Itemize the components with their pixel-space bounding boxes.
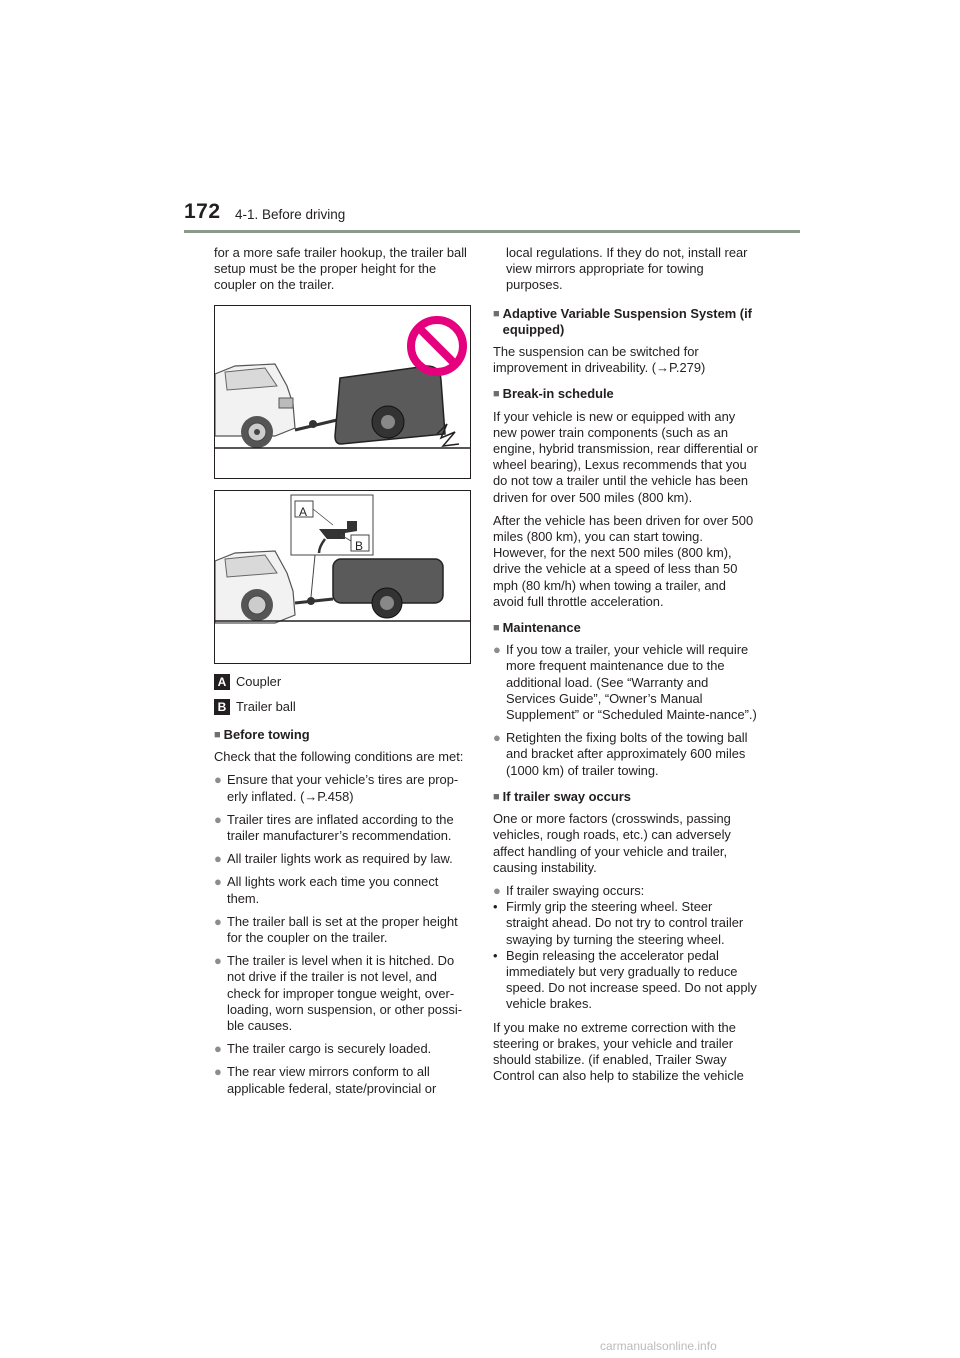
heading-text: Adaptive Variable Suspension System (if equipped): [502, 305, 752, 337]
list-item: [214, 953, 470, 1034]
figure-wrong-hookup: [214, 305, 471, 479]
before-towing-list: [214, 772, 470, 1096]
list-item: [493, 642, 758, 723]
before-towing-intro: Check that the following conditions are met:: [214, 749, 464, 765]
list-item-text: All trailer lights work as required by law.: [227, 851, 453, 867]
callout-label-b: B: [355, 538, 364, 553]
list-item-text: If you tow a trailer, your vehicle will require more frequent maintenance due to the additional load. (See “Warranty and Services Guide”, “Owner’s Manual Supplement” or “Scheduled Mainte-nance”.): [506, 642, 757, 723]
bullet-icon: ●: [214, 1064, 222, 1080]
legend-text-trailer-ball: Trailer ball: [236, 698, 296, 714]
continued-bullet: [493, 245, 758, 294]
sub-list-text: Begin releasing the accelerator pedal immediately but very gradually to reduce speed. Do not increase speed. Do not apply vehicle brakes.: [506, 947, 757, 1012]
bullet-icon: ●: [214, 851, 222, 867]
bullet-icon: ●: [493, 882, 501, 898]
heading-before-towing: [214, 727, 470, 743]
bullet-icon: ●: [214, 953, 222, 969]
bullet-icon: ●: [214, 913, 222, 929]
intro-paragraph: for a more safe trailer hookup, the trailer ball setup must be the proper height for the coupler on the trailer.: [214, 245, 467, 293]
footer-watermark: carmanualsonline.info: [600, 1339, 717, 1353]
sub-list-text: Firmly grip the steering wheel. Steer straight ahead. Do not try to control trailer swaying by turning the steering wheel.: [506, 899, 744, 947]
legend-text-coupler: Coupler: [236, 673, 282, 689]
list-item-text: The trailer is level when it is hitched. Do not drive if the trailer is not level, and check for improper tongue weight, over-loading, worn suspension, or other possi-ble causes.: [227, 953, 463, 1034]
list-item-text: Trailer tires are inflated according to the trailer manufacturer’s recommendation.: [227, 811, 454, 844]
list-item-text: Ensure that your vehicle’s tires are prop-erly inflated. (→P.458): [227, 772, 459, 804]
list-item: [214, 812, 470, 844]
heading-text: If trailer sway occurs: [502, 788, 631, 804]
sub-list-item: • Firmly grip the steering wheel. Steer straight ahead. Do not try to control trailer swaying by turning the steering wheel.: [493, 899, 758, 948]
heading-avs: [493, 306, 758, 338]
list-item-text: All lights work each time you connect them.: [227, 874, 439, 906]
page-number: 172: [184, 200, 221, 223]
callout-label-a: A: [299, 504, 308, 519]
list-item: [214, 874, 470, 906]
header-rule: [184, 230, 800, 233]
bullet-icon: ●: [493, 642, 501, 658]
list-item: [214, 1041, 470, 1057]
legend-key-b: B: [214, 699, 230, 715]
bullet-icon: ●: [214, 1041, 222, 1057]
sway-intro: One or more factors (crosswinds, passing vehicles, rough roads, etc.) can adversely affect handling of your vehicle and trailer, causing instability.: [493, 811, 731, 875]
bullet-icon: ●: [214, 874, 222, 890]
break-in-paragraph-2: After the vehicle has been driven for over 500 miles (800 km), you can start towing. However, for the next 500 miles (800 km), drive the vehicle at a speed of less than 50 mph (80 km/h) when towing a trailer, and avoid full throttle acceleration.: [493, 512, 754, 609]
bullet-icon: ●: [493, 730, 501, 746]
bullet-icon: ●: [214, 772, 222, 788]
heading-text: Break-in schedule: [502, 386, 614, 402]
list-item-text: The rear view mirrors conform to all applicable federal, state/provincial or: [227, 1064, 437, 1096]
heading-maintenance: [493, 620, 758, 636]
legend-item-trailer-ball: [214, 699, 470, 715]
list-item: [214, 772, 470, 804]
square-marker-icon: ■: [493, 388, 500, 401]
sway-outro: If you make no extreme correction with the steering or brakes, your vehicle and trailer should stabilize. (if enabled, Trailer Sway Control can also help to stabilize the vehicle: [493, 1019, 744, 1084]
correct-hookup-illustration: [215, 491, 470, 663]
list-item: [214, 914, 470, 946]
legend-item-coupler: [214, 674, 470, 690]
wrong-hookup-illustration: [215, 306, 470, 478]
square-marker-icon: ■: [493, 307, 500, 320]
avs-text: The suspension can be switched for improvement in driveability. (→P.279): [493, 344, 706, 376]
heading-text: Before towing: [223, 727, 310, 743]
legend-key-a: A: [214, 674, 230, 690]
square-marker-icon: ■: [214, 729, 221, 742]
list-item: [214, 851, 470, 867]
list-item-text: The trailer cargo is securely loaded.: [227, 1041, 432, 1057]
break-in-paragraph-1: If your vehicle is new or equipped with any new power train components (such as an engine, hybrid transmission, rear differential or wheel bearing), Lexus recommends that you do not tow a trailer until the vehicle has been driven for over 500 miles (800 km).: [493, 408, 758, 505]
left-column: [214, 245, 470, 1104]
list-item-text: Retighten the fixing bolts of the towing ball and bracket after approximately 600 miles (1000 km) of trailer towing.: [506, 730, 748, 778]
heading-break-in: [493, 386, 758, 402]
right-column: [493, 245, 758, 1091]
continued-text: local regulations. If they do not, install rear view mirrors appropriate for towing purposes.: [506, 245, 748, 293]
list-item: [493, 730, 758, 779]
list-item-text: The trailer ball is set at the proper height for the coupler on the trailer.: [227, 913, 458, 946]
section-title: 4-1. Before driving: [235, 207, 346, 222]
square-marker-icon: ■: [493, 622, 500, 635]
sub-list-item: • Begin releasing the accelerator pedal immediately but very gradually to reduce speed. Do not increase speed. Do not apply vehicle brakes.: [493, 947, 757, 1012]
figure-correct-hookup: [214, 490, 471, 664]
heading-trailer-sway: [493, 789, 758, 805]
bullet-icon: ●: [214, 811, 222, 827]
heading-text: Maintenance: [502, 620, 581, 636]
list-item-text: If trailer swaying occurs:: [506, 882, 645, 898]
square-marker-icon: ■: [493, 790, 500, 803]
list-item: [214, 1064, 470, 1096]
list-item: [493, 883, 758, 899]
